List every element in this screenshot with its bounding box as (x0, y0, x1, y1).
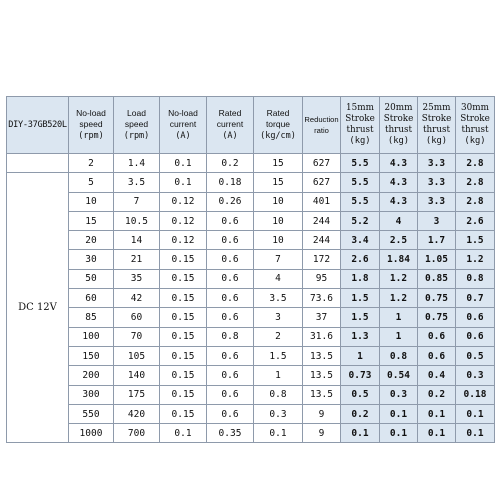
header-line: 25mm (422, 103, 451, 113)
cell-thrust-20mm: 0.54 (380, 366, 418, 385)
cell-reduction-ratio: 627 (303, 154, 341, 173)
motor-spec-table (6, 96, 495, 443)
header-unit: (rpm) (123, 131, 150, 141)
cell-load-speed: 21 (114, 250, 160, 269)
cell-thrust-25mm: 0.1 (418, 424, 456, 443)
cell-no-load-current: 0.1 (160, 154, 207, 173)
cell-rated-torque: 10 (254, 192, 303, 211)
cell-rated-torque: 1.5 (254, 346, 303, 365)
cell-reduction-ratio: 13.5 (303, 346, 341, 365)
header-line: Stroke (383, 114, 414, 124)
cell-load-speed: 3.5 (114, 173, 160, 192)
cell-load-speed: 140 (114, 366, 160, 385)
cell-thrust-30mm: 0.1 (456, 424, 495, 443)
cell-thrust-20mm: 0.1 (380, 404, 418, 423)
header-line: Rated (266, 108, 290, 118)
cell-no-load-current: 0.15 (160, 366, 207, 385)
cell-thrust-25mm: 0.75 (418, 289, 456, 308)
cell-load-speed: 60 (114, 308, 160, 327)
header-line: Rated (218, 108, 242, 118)
cell-thrust-25mm: 0.4 (418, 366, 456, 385)
cell-thrust-20mm: 0.3 (380, 385, 418, 404)
col-rated-current (207, 97, 254, 154)
cell-thrust-25mm: 3.3 (418, 173, 456, 192)
cell-reduction-ratio: 401 (303, 192, 341, 211)
cell-rated-current: 0.2 (207, 154, 254, 173)
cell-rated-torque: 15 (254, 154, 303, 173)
cell-thrust-30mm: 1.5 (456, 231, 495, 250)
cell-rated-current: 0.6 (207, 231, 254, 250)
cell-no-load-current: 0.1 (160, 424, 207, 443)
cell-no-load-speed: 200 (69, 366, 114, 385)
cell-no-load-current: 0.15 (160, 327, 207, 346)
cell-rated-torque: 0.3 (254, 404, 303, 423)
header-line: Reduction (304, 115, 339, 124)
cell-rated-torque: 0.1 (254, 424, 303, 443)
cell-thrust-30mm: 2.8 (456, 192, 495, 211)
cell-rated-torque: 3.5 (254, 289, 303, 308)
cell-reduction-ratio: 73.6 (303, 289, 341, 308)
header-unit: (kg/cm) (260, 131, 296, 141)
cell-thrust-30mm: 2.8 (456, 173, 495, 192)
cell-thrust-15mm: 1.8 (341, 269, 380, 288)
header-line: Stroke (460, 114, 490, 124)
header-unit: (kg) (464, 136, 486, 146)
header-line: speed (124, 119, 149, 129)
table-row (7, 173, 495, 192)
cell-rated-current: 0.6 (207, 385, 254, 404)
cell-rated-torque: 2 (254, 327, 303, 346)
cell-reduction-ratio: 13.5 (303, 366, 341, 385)
header-line: No-load (168, 108, 198, 118)
header-line: 30mm (461, 103, 489, 113)
header-unit: (kg) (425, 136, 448, 146)
cell-reduction-ratio: 244 (303, 211, 341, 230)
cell-thrust-30mm: 2.8 (456, 154, 495, 173)
header-line: thrust (384, 125, 413, 135)
cell-thrust-20mm: 2.5 (380, 231, 418, 250)
cell-thrust-15mm: 1.3 (341, 327, 380, 346)
header-unit: (A) (175, 131, 191, 141)
cell-no-load-speed: 550 (69, 404, 114, 423)
cell-no-load-current: 0.15 (160, 289, 207, 308)
cell-no-load-current: 0.15 (160, 404, 207, 423)
cell-thrust-30mm: 2.6 (456, 211, 495, 230)
table-row (7, 231, 495, 250)
cell-thrust-20mm: 0.1 (380, 424, 418, 443)
cell-rated-current: 0.6 (207, 346, 254, 365)
table-row (7, 327, 495, 346)
col-reduction-ratio (303, 97, 341, 154)
col-no-load-current (160, 97, 207, 154)
table-body (7, 154, 495, 443)
cell-thrust-25mm: 0.2 (418, 385, 456, 404)
cell-no-load-current: 0.12 (160, 192, 207, 211)
cell-rated-current: 0.35 (207, 424, 254, 443)
cell-thrust-25mm: 3 (418, 211, 456, 230)
cell-rated-current: 0.26 (207, 192, 254, 211)
header-line: Stroke (421, 114, 452, 124)
header-line: thrust (346, 125, 374, 135)
cell-thrust-15mm: 0.5 (341, 385, 380, 404)
header-unit: (rpm) (78, 131, 104, 141)
col-thrust-25mm (418, 97, 456, 154)
cell-reduction-ratio: 13.5 (303, 385, 341, 404)
cell-load-speed: 35 (114, 269, 160, 288)
header-line: speed (79, 119, 103, 129)
header-line: Load (127, 108, 146, 118)
header-line: 20mm (384, 103, 413, 113)
col-rated-torque (254, 97, 303, 154)
cell-thrust-15mm: 5.2 (341, 211, 380, 230)
cell-thrust-20mm: 1.2 (380, 289, 418, 308)
cell-thrust-30mm: 0.18 (456, 385, 495, 404)
table-row (7, 269, 495, 288)
header-line: No-load (76, 108, 106, 118)
col-thrust-15mm (341, 97, 380, 154)
cell-thrust-20mm: 1.2 (380, 269, 418, 288)
cell-thrust-30mm: 0.7 (456, 289, 495, 308)
cell-load-speed: 42 (114, 289, 160, 308)
cell-thrust-15mm: 1.5 (341, 289, 380, 308)
cell-no-load-current: 0.15 (160, 250, 207, 269)
cell-thrust-30mm: 0.1 (456, 404, 495, 423)
cell-thrust-15mm: 2.6 (341, 250, 380, 269)
cell-rated-torque: 3 (254, 308, 303, 327)
cell-thrust-30mm: 0.6 (456, 327, 495, 346)
cell-thrust-30mm: 0.6 (456, 308, 495, 327)
cell-thrust-20mm: 4.3 (380, 173, 418, 192)
cell-reduction-ratio: 627 (303, 173, 341, 192)
cell-no-load-speed: 20 (69, 231, 114, 250)
header-line: torque (265, 119, 291, 129)
cell-no-load-current: 0.1 (160, 173, 207, 192)
cell-no-load-current: 0.15 (160, 269, 207, 288)
cell-thrust-25mm: 1.05 (418, 250, 456, 269)
cell-rated-current: 0.6 (207, 366, 254, 385)
cell-rated-torque: 10 (254, 231, 303, 250)
header-line: Stroke (345, 114, 375, 124)
cell-load-speed: 10.5 (114, 211, 160, 230)
cell-thrust-25mm: 0.1 (418, 404, 456, 423)
col-thrust-20mm (380, 97, 418, 154)
header-line: current (169, 119, 197, 129)
cell-load-speed: 175 (114, 385, 160, 404)
table-row (7, 366, 495, 385)
table-row (7, 250, 495, 269)
cell-reduction-ratio: 244 (303, 231, 341, 250)
cell-no-load-speed: 2 (69, 154, 114, 173)
cell-rated-current: 0.6 (207, 269, 254, 288)
header-line: thrust (422, 125, 451, 135)
cell-rated-torque: 4 (254, 269, 303, 288)
voltage-cell-empty (7, 154, 69, 173)
table-row (7, 192, 495, 211)
cell-load-speed: 105 (114, 346, 160, 365)
cell-no-load-speed: 60 (69, 289, 114, 308)
cell-thrust-15mm: 5.5 (341, 192, 380, 211)
cell-reduction-ratio: 37 (303, 308, 341, 327)
cell-load-speed: 14 (114, 231, 160, 250)
table-row (7, 308, 495, 327)
cell-load-speed: 70 (114, 327, 160, 346)
cell-thrust-25mm: 3.3 (418, 154, 456, 173)
col-load-speed (114, 97, 160, 154)
cell-thrust-15mm: 1 (341, 346, 380, 365)
cell-thrust-25mm: 3.3 (418, 192, 456, 211)
header-line: current (216, 119, 244, 129)
table-row (7, 385, 495, 404)
cell-rated-current: 0.8 (207, 327, 254, 346)
cell-no-load-speed: 15 (69, 211, 114, 230)
cell-thrust-25mm: 1.7 (418, 231, 456, 250)
cell-no-load-speed: 150 (69, 346, 114, 365)
model-header: DIY-37GB520L (7, 97, 69, 154)
cell-no-load-speed: 50 (69, 269, 114, 288)
cell-rated-torque: 1 (254, 366, 303, 385)
cell-rated-current: 0.6 (207, 404, 254, 423)
cell-no-load-current: 0.12 (160, 211, 207, 230)
cell-no-load-speed: 1000 (69, 424, 114, 443)
cell-no-load-speed: 100 (69, 327, 114, 346)
header-unit: (kg) (387, 136, 410, 146)
cell-rated-current: 0.6 (207, 308, 254, 327)
table-row (7, 154, 495, 173)
cell-thrust-25mm: 0.6 (418, 327, 456, 346)
table-row (7, 424, 495, 443)
table-row (7, 404, 495, 423)
cell-reduction-ratio: 172 (303, 250, 341, 269)
cell-thrust-30mm: 1.2 (456, 250, 495, 269)
cell-rated-torque: 0.8 (254, 385, 303, 404)
cell-thrust-15mm: 3.4 (341, 231, 380, 250)
cell-thrust-25mm: 0.6 (418, 346, 456, 365)
table-row (7, 346, 495, 365)
voltage-cell: DC 12V (7, 173, 69, 443)
header-row (7, 97, 495, 154)
cell-thrust-20mm: 1 (380, 308, 418, 327)
cell-thrust-15mm: 0.73 (341, 366, 380, 385)
cell-thrust-30mm: 0.5 (456, 346, 495, 365)
cell-thrust-25mm: 0.85 (418, 269, 456, 288)
cell-rated-current: 0.6 (207, 289, 254, 308)
col-thrust-30mm (456, 97, 495, 154)
cell-thrust-20mm: 1.84 (380, 250, 418, 269)
table-row (7, 211, 495, 230)
cell-no-load-current: 0.12 (160, 231, 207, 250)
cell-thrust-20mm: 4.3 (380, 154, 418, 173)
cell-thrust-15mm: 5.5 (341, 173, 380, 192)
cell-rated-torque: 15 (254, 173, 303, 192)
cell-no-load-current: 0.15 (160, 346, 207, 365)
cell-load-speed: 420 (114, 404, 160, 423)
cell-thrust-20mm: 4 (380, 211, 418, 230)
cell-rated-current: 0.6 (207, 250, 254, 269)
cell-thrust-25mm: 0.75 (418, 308, 456, 327)
header-unit: (kg) (349, 136, 371, 146)
cell-no-load-current: 0.15 (160, 385, 207, 404)
cell-load-speed: 700 (114, 424, 160, 443)
cell-no-load-speed: 5 (69, 173, 114, 192)
cell-no-load-speed: 85 (69, 308, 114, 327)
col-no-load-speed (69, 97, 114, 154)
cell-rated-current: 0.18 (207, 173, 254, 192)
cell-no-load-speed: 10 (69, 192, 114, 211)
cell-load-speed: 1.4 (114, 154, 160, 173)
header-line: ratio (314, 126, 329, 135)
cell-no-load-speed: 30 (69, 250, 114, 269)
cell-thrust-15mm: 5.5 (341, 154, 380, 173)
cell-thrust-20mm: 0.8 (380, 346, 418, 365)
table-row (7, 289, 495, 308)
cell-thrust-20mm: 4.3 (380, 192, 418, 211)
cell-thrust-15mm: 0.1 (341, 424, 380, 443)
cell-no-load-speed: 300 (69, 385, 114, 404)
cell-thrust-20mm: 1 (380, 327, 418, 346)
header-line: 15mm (346, 103, 374, 113)
cell-reduction-ratio: 9 (303, 424, 341, 443)
cell-reduction-ratio: 31.6 (303, 327, 341, 346)
header-line: thrust (461, 125, 489, 135)
cell-thrust-15mm: 1.5 (341, 308, 380, 327)
cell-rated-torque: 10 (254, 211, 303, 230)
cell-reduction-ratio: 95 (303, 269, 341, 288)
cell-load-speed: 7 (114, 192, 160, 211)
cell-thrust-30mm: 0.3 (456, 366, 495, 385)
cell-rated-current: 0.6 (207, 211, 254, 230)
cell-reduction-ratio: 9 (303, 404, 341, 423)
cell-rated-torque: 7 (254, 250, 303, 269)
cell-thrust-15mm: 0.2 (341, 404, 380, 423)
cell-no-load-current: 0.15 (160, 308, 207, 327)
header-unit: (A) (222, 131, 238, 141)
cell-thrust-30mm: 0.8 (456, 269, 495, 288)
